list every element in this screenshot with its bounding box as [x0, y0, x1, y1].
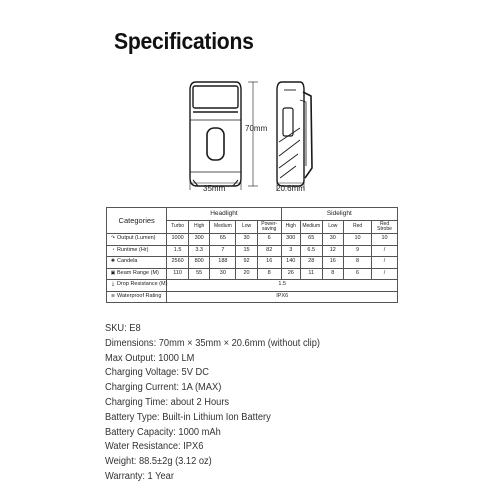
table-cell: 16 — [257, 257, 281, 269]
row-label: Drop Resistance (M) — [117, 281, 168, 288]
runtime-icon: ◔ — [111, 246, 115, 253]
list-item: SKU: E8 — [105, 323, 141, 334]
row-label: Waterproof Rating — [117, 292, 162, 299]
beam-range-icon: ▣ — [110, 269, 116, 276]
list-item: Battery Type: Built-in Lithium Ion Battery — [105, 411, 271, 423]
list-item: Battery Capacity: 1000 mAh — [105, 426, 221, 438]
table-row — [107, 257, 398, 269]
table-cell: 110 — [167, 268, 189, 280]
list-item: Warranty: 1 Year — [105, 470, 174, 482]
list-item: Dimensions: 70mm × 35mm × 20.6mm (without clip) — [105, 337, 321, 349]
table-cell: 800 — [188, 257, 210, 269]
table-cell: 3.3 — [188, 245, 210, 257]
output-icon: ↷ — [110, 235, 116, 242]
list-item: Charging Voltage: 5V DC — [105, 367, 209, 379]
mode-header: Turbo — [167, 221, 189, 234]
table-cell: 30 — [236, 234, 258, 246]
table-cell: 15 — [236, 245, 258, 257]
depth-label: 20.6mm — [276, 184, 305, 193]
headlight-header: Headlight — [167, 208, 281, 221]
table-cell: 2560 — [167, 257, 189, 269]
table-cell: 28 — [300, 257, 322, 269]
table-cell: 10 — [344, 234, 372, 246]
front-view-drawing — [190, 82, 241, 186]
table-cell: 140 — [281, 257, 300, 269]
table-cell: 6 — [257, 234, 281, 246]
mode-header: Medium — [300, 221, 322, 234]
mode-header: Low — [236, 221, 258, 234]
table-row — [107, 280, 398, 292]
table-cell: 7 — [210, 245, 236, 257]
table-cell: 82 — [257, 245, 281, 257]
categories-header: Categories — [107, 208, 167, 234]
table-row — [107, 234, 398, 246]
table-cell: IPX6 — [167, 291, 398, 303]
table-cell: 8 — [257, 268, 281, 280]
row-label: Runtime (Hr) — [117, 246, 149, 253]
mode-header: Red Strobe — [372, 221, 398, 234]
table-cell: 6.5 — [300, 245, 322, 257]
table-cell: / — [372, 268, 398, 280]
table-row — [107, 245, 398, 257]
list-item: Max Output: 1000 LM — [105, 352, 195, 364]
mode-header: Red — [344, 221, 372, 234]
table-cell: / — [372, 257, 398, 269]
table-cell: 300 — [188, 234, 210, 246]
side-view-drawing — [277, 82, 312, 186]
waterproof-icon: ≋ — [110, 292, 116, 299]
mode-header: Medium — [210, 221, 236, 234]
row-label: Candela — [117, 258, 138, 265]
table-cell: 20 — [236, 268, 258, 280]
mode-header: Power-saving — [257, 221, 281, 234]
table-cell: 300 — [281, 234, 300, 246]
table-cell: 1000 — [167, 234, 189, 246]
table-cell: 9 — [344, 245, 372, 257]
drop-icon: ⤓ — [111, 281, 115, 288]
table-cell: 6 — [344, 268, 372, 280]
table-cell: 30 — [210, 268, 236, 280]
spec-list — [105, 322, 336, 485]
table-cell: 8 — [344, 257, 372, 269]
table-cell: 30 — [322, 234, 344, 246]
specs-table — [106, 207, 398, 303]
table-row — [107, 291, 398, 303]
list-item: Charging Current: 1A (MAX) — [105, 382, 222, 394]
candela-icon: ✺ — [110, 258, 116, 265]
product-drawing — [0, 0, 500, 200]
mode-header: High — [281, 221, 300, 234]
list-item: Weight: 88.5±2g (3.12 oz) — [105, 456, 212, 468]
table-row — [107, 268, 398, 280]
width-label: 35mm — [203, 184, 226, 193]
table-cell: 8 — [322, 268, 344, 280]
table-cell: 3 — [281, 245, 300, 257]
table-cell: 55 — [188, 268, 210, 280]
table-cell: 26 — [281, 268, 300, 280]
table-cell: 188 — [210, 257, 236, 269]
list-item: Charging Time: about 2 Hours — [105, 396, 230, 408]
table-cell: / — [372, 245, 398, 257]
list-item: Water Resistance: IPX6 — [105, 441, 204, 453]
height-label: 70mm — [245, 124, 268, 133]
page-title: Specifications — [114, 28, 254, 54]
row-label: Beam Range (M) — [117, 269, 159, 276]
table-cell: 65 — [210, 234, 236, 246]
mode-header: High — [188, 221, 210, 234]
table-cell: 1.5 — [167, 245, 189, 257]
mode-header: Low — [322, 221, 344, 234]
sidelight-header: Sidelight — [281, 208, 397, 221]
table-cell: 1.5 — [167, 280, 398, 292]
table-cell: 10 — [372, 234, 398, 246]
row-label: Output (Lumen) — [117, 235, 156, 242]
table-cell: 65 — [300, 234, 322, 246]
height-dimension-line — [248, 82, 258, 186]
table-cell: 11 — [300, 268, 322, 280]
table-cell: 92 — [236, 257, 258, 269]
table-cell: 12 — [322, 245, 344, 257]
table-cell: 16 — [322, 257, 344, 269]
